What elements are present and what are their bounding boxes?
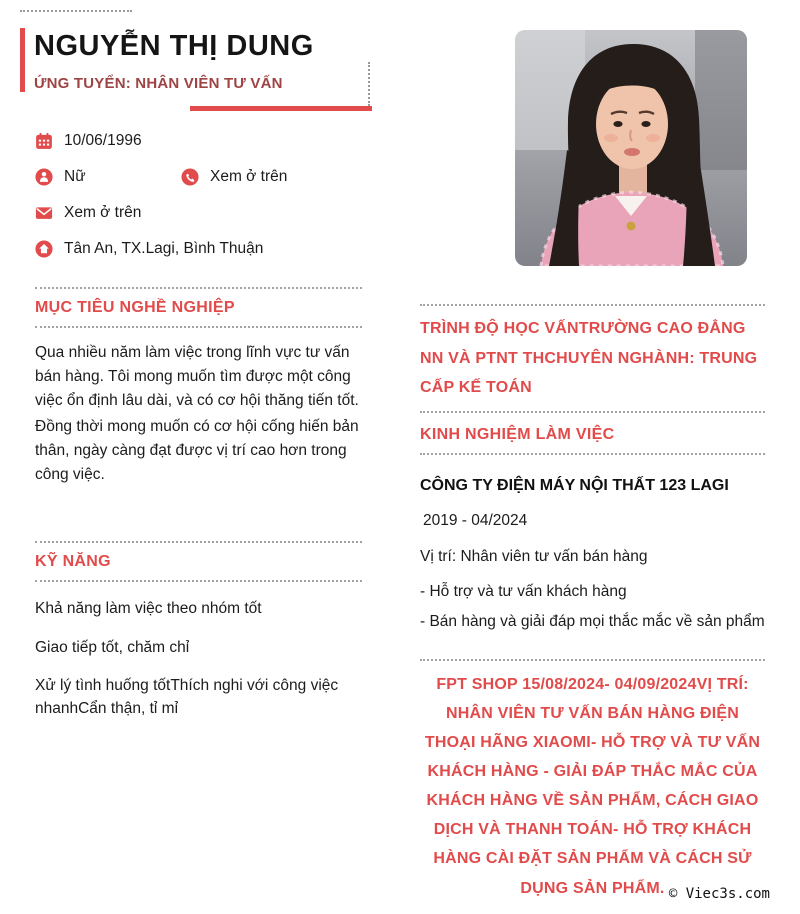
calendar-icon: [35, 132, 53, 150]
person-icon: [35, 168, 53, 186]
objective-title: MỤC TIÊU NGHỀ NGHIỆP: [35, 299, 235, 317]
experience-role: Vị trí: Nhân viên tư vấn bán hàng: [420, 547, 648, 565]
address-value: Tân An, TX.Lagi, Bình Thuận: [64, 239, 264, 257]
experience-period: 2019 - 04/2024: [423, 511, 528, 529]
gender-value: Nữ: [64, 167, 86, 185]
right-column: [420, 10, 765, 903]
accent-bar: [20, 28, 25, 92]
experience-title: KINH NGHIỆM LÀM VIỆC: [420, 425, 615, 443]
left-column: [20, 10, 372, 903]
dotted-rule: [35, 326, 362, 328]
decorative-dotted-line-vertical: [368, 62, 370, 106]
skills-title: KỸ NĂNG: [35, 553, 111, 571]
applied-position: ỨNG TUYỂN: NHÂN VIÊN TƯ VẤN: [34, 75, 283, 93]
accent-underline: [190, 106, 372, 111]
contact-info: [35, 129, 362, 260]
objective-section: [35, 287, 362, 487]
cv-header: [20, 10, 372, 111]
contact-row-address: [35, 237, 362, 260]
skill-item: Giao tiếp tốt, chăm chỉ: [35, 638, 190, 656]
contact-row-gender-phone: [35, 165, 362, 188]
experience-duty: - Hỗ trợ và tư vấn khách hàng: [420, 582, 627, 600]
phone-icon: [181, 168, 199, 186]
skill-item: Khả năng làm việc theo nhóm tốt: [35, 600, 262, 618]
candidate-name: NGUYỄN THỊ DUNG: [34, 30, 314, 62]
experience-duty: - Bán hàng và giải đáp mọi thắc mắc về sản phẩm: [420, 612, 765, 630]
objective-paragraph-1: Qua nhiều năm làm việc trong lĩnh vực tư vấn bán hàng. Tôi mong muốn tìm được một công việc ổn định lâu dài, và có cơ hội thăng tiến tốt.: [35, 344, 359, 410]
site-copyright: © Viec3s.com: [668, 886, 770, 902]
dotted-rule: [35, 580, 362, 582]
objective-paragraph-2: Đồng thời mong muốn có cơ hội cống hiến bản thân, ngày càng đạt được vị trí cao hơn trong công việc.: [35, 418, 359, 484]
skills-section: [35, 541, 362, 720]
dob-value: 10/06/1996: [64, 131, 142, 149]
dotted-rule: [420, 453, 765, 455]
phone-value: Xem ở trên: [210, 167, 288, 185]
contact-row-email: [35, 201, 362, 224]
contact-row-dob: [35, 129, 362, 152]
decorative-dotted-line-top: [20, 10, 132, 12]
email-value: Xem ở trên: [64, 203, 142, 221]
profile-photo: [515, 30, 747, 266]
experience-company: CÔNG TY ĐIỆN MÁY NỘI THẤT 123 LAGI: [420, 476, 729, 494]
envelope-icon: [35, 204, 53, 222]
skill-item: Xử lý tình huống tốtThích nghi với công việc nhanhCẩn thận, tỉ mỉ: [35, 676, 339, 718]
experience-fpt-block: FPT SHOP 15/08/2024- 04/09/2024VỊ TRÍ: NHÂN VIÊN TƯ VẤN BÁN HÀNG ĐIỆN THOẠI HÃNG XIAOMI- HỖ TRỢ VÀ TƯ VẤN KHÁCH HÀNG - GIẢI ĐÁP THẮC MẮC CỦA KHÁCH HÀNG VỀ SẢN PHẨM, CÁCH GIAO DỊCH VÀ THANH TOÁN- HỖ TRỢ KHÁCH HÀNG CÀI ĐẶT SẢN PHẨM VÀ CÁCH SỬ DỤNG SẢN PHẨM.: [424, 675, 761, 897]
education-heading: TRÌNH ĐỘ HỌC VẤNTRƯỜNG CAO ĐẲNG NN VÀ PTNT THCHUYÊN NGHÀNH: TRUNG CẤP KẾ TOÁN: [420, 320, 758, 397]
home-location-icon: [35, 240, 53, 258]
